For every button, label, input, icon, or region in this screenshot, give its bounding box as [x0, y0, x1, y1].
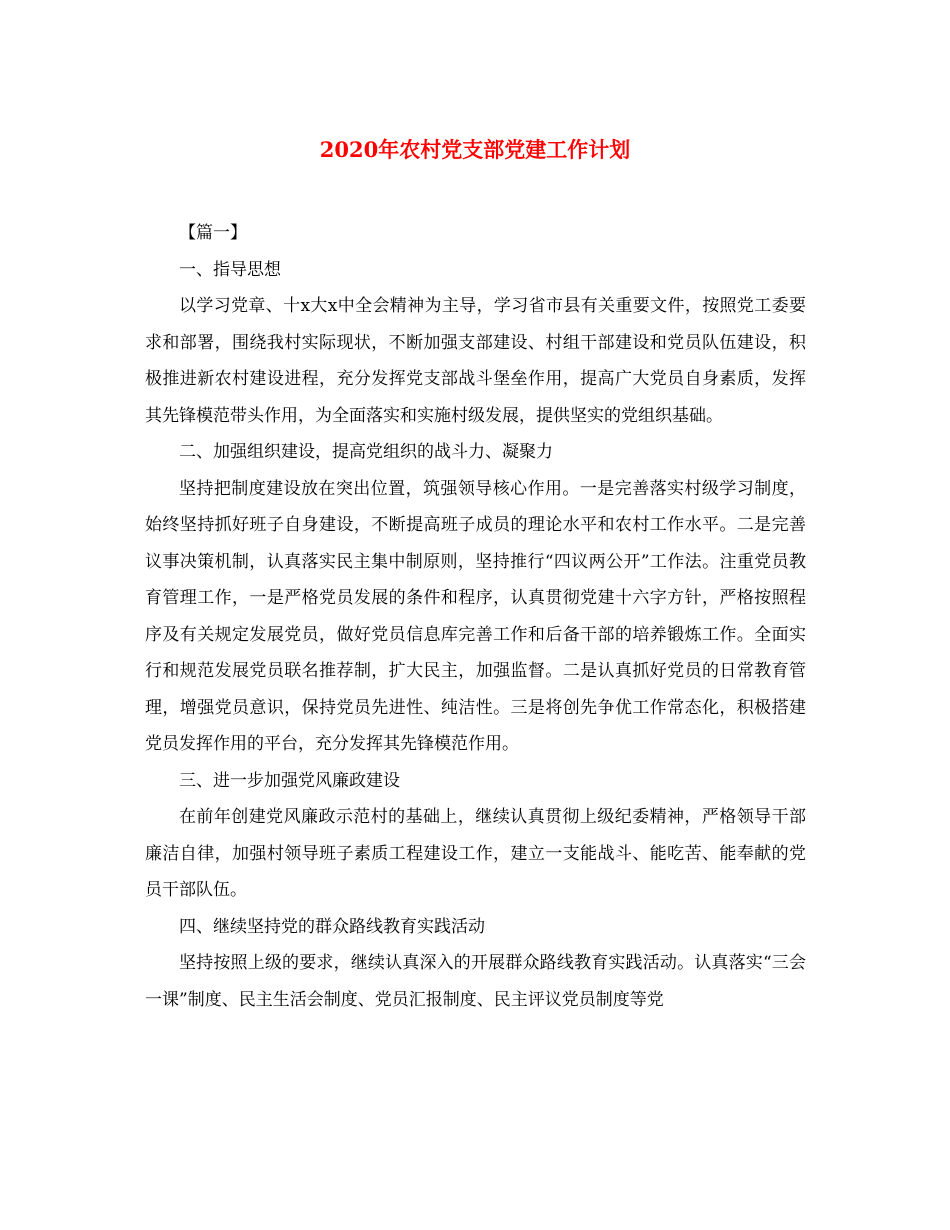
document-title: 2020年农村党支部党建工作计划 — [319, 137, 631, 162]
document-body — [145, 215, 806, 1018]
section-marker: 【篇一】 — [179, 223, 247, 243]
section-heading: 二、加强组织建设，提高党组织的战斗力、凝聚力 — [179, 442, 553, 462]
body-paragraph: 坚持把制度建设放在突出位置，筑强领导核心作用。一是完善落实村级学习制度，始终坚持抓好班子自身建设，不断提高班子成员的理论水平和农村工作水平。二是完善议事决策机制，认真落实民主集中制原则，坚持推行“四议两公开”工作法。注重党员教育管理工作，一是严格党员发展的条件和程序，认真贯彻党建十六字方针，严格按照程序及有关规定发展党员，做好党员信息库完善工作和后备干部的培养锻炼工作。全面实行和规范发展党员联名推荐制，扩大民主，加强监督。二是认真抓好党员的日常教育管理，增强党员意识，保持党员先进性、纯洁性。三是将创先争优工作常态化，积极搭建党员发挥作用的平台，充分发挥其先锋模范作用。 — [145, 478, 806, 754]
body-paragraph: 在前年创建党风廉政示范村的基础上，继续认真贯彻上级纪委精神，严格领导干部廉洁自律，加强村领导班子素质工程建设工作，建立一支能战斗、能吃苦、能奉献的党员干部队伍。 — [145, 807, 806, 900]
body-paragraph: 以学习党章、十x大x中全会精神为主导，学习省市县有关重要文件，按照党工委要求和部署，围绕我村实际现状，不断加强支部建设、村组干部建设和党员队伍建设，积极推进新农村建设进程，充分发挥党支部战斗堡垒作用，提高广大党员自身素质，发挥其先锋模范带头作用，为全面落实和实施村级发展，提供坚实的党组织基础。 — [145, 296, 806, 426]
section-heading: 四、继续坚持党的群众路线教育实践活动 — [179, 916, 485, 937]
section-heading: 三、进一步加强党风廉政建设 — [179, 770, 400, 791]
body-paragraph: 坚持按照上级的要求，继续认真深入的开展群众路线教育实践活动。认真落实“三会一课”制度、民主生活会制度、党员汇报制度、民主评议党员制度等党 — [145, 953, 806, 1010]
section-heading: 一、指导思想 — [179, 259, 281, 280]
